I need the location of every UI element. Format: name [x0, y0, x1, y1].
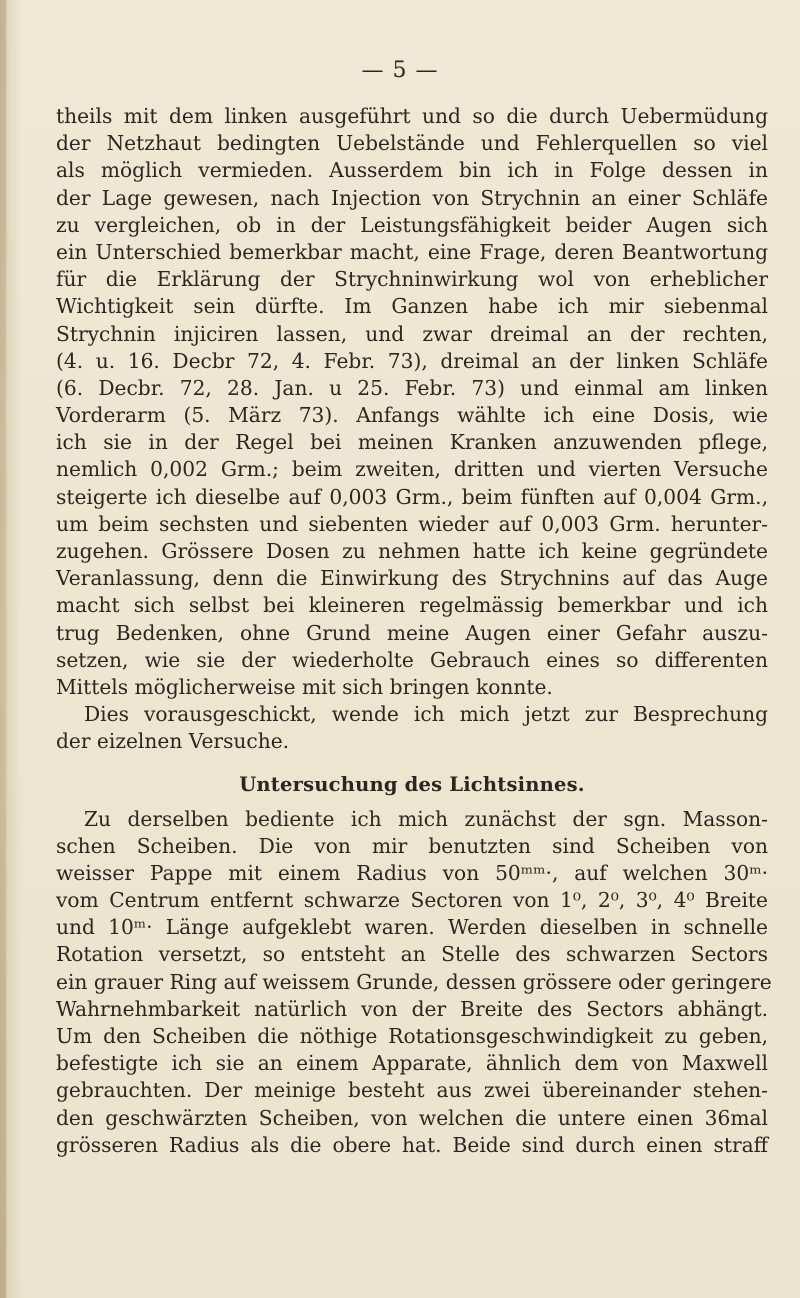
text-line: vom Centrum entfernt schwarze Sectoren von 1⁰, 2⁰, 3⁰, 4⁰ Breite	[56, 888, 768, 913]
text-line: befestigte ich sie an einem Apparate, ähnlich dem von Maxwell	[56, 1051, 768, 1076]
text-line: zugehen. Grössere Dosen zu nehmen hatte ich keine gegründete	[56, 539, 768, 563]
text-line: und 10ᵐ· Länge aufgeklebt waren. Werden dieselben in schnelle	[56, 915, 768, 940]
text-line: Mittels möglicherweise mit sich bringen konnte.	[56, 674, 553, 699]
text-line: Dies vorausgeschickt, wende ich mich jetzt zur Besprechung	[84, 702, 768, 727]
text-line: ein grauer Ring auf weissem Grunde, dessen grössere oder geringere	[56, 969, 772, 994]
text-line: macht sich selbst bei kleineren regelmässig bemerkbar und ich	[56, 593, 768, 618]
body-text	[56, 103, 772, 1159]
text-line: Vorderarm (5. März 73). Anfangs wählte ich eine Dosis, wie	[56, 403, 768, 428]
paragraph	[56, 103, 768, 701]
page-binding-edge	[0, 0, 6, 1298]
text-line: schen Scheiben. Die von mir benutzten sind Scheiben von	[56, 833, 768, 858]
text-line: grösseren Radius als die obere hat. Beide sind durch einen straff	[56, 1132, 768, 1157]
text-line: den geschwärzten Scheiben, von welchen die untere einen 36mal	[56, 1105, 768, 1130]
text-line: um beim sechsten und siebenten wieder auf 0,003 Grm. herunter-	[56, 511, 768, 536]
text-line: der Lage gewesen, nach Injection von Strychnin an einer Schläfe	[56, 185, 768, 210]
text-line: trug Bedenken, ohne Grund meine Augen einer Gefahr auszu-	[56, 620, 768, 645]
text-line: Zu derselben bediente ich mich zunächst der sgn. Masson-	[84, 806, 768, 831]
text-line: Um den Scheiben die nöthige Rotationsgeschwindigkeit zu geben,	[56, 1024, 768, 1048]
text-line: weisser Pappe mit einem Radius von 50ᵐᵐ·, auf welchen 30ᵐ·	[56, 860, 768, 885]
text-line: theils mit dem linken ausgeführt und so die durch Uebermüdung	[56, 104, 768, 128]
text-line: Wahrnehmbarkeit natürlich von der Breite des Sectors abhängt.	[56, 996, 768, 1021]
text-line: ein Unterschied bemerkbar macht, eine Frage, deren Beantwortung	[56, 239, 768, 264]
text-line: der Netzhaut bedingten Uebelstände und Fehlerquellen so viel	[56, 131, 768, 156]
text-line: für die Erklärung der Strychninwirkung wol von erheblicher	[56, 267, 768, 292]
text-line: der eizelnen Versuche.	[56, 729, 290, 754]
text-line: steigerte ich dieselbe auf 0,003 Grm., beim fünften auf 0,004 Grm.,	[56, 484, 768, 509]
text-line: als möglich vermieden. Ausserdem bin ich in Folge dessen in	[56, 158, 768, 183]
text-line: setzen, wie sie der wiederholte Gebrauch eines so differenten	[56, 647, 768, 672]
text-line: Wichtigkeit sein dürfte. Im Ganzen habe ich mir siebenmal	[56, 294, 768, 319]
paragraph	[56, 701, 768, 755]
page-number: — 5 —	[361, 58, 439, 83]
text-line: Strychnin injiciren lassen, und zwar dreimal an der rechten,	[56, 321, 768, 346]
text-line: ich sie in der Regel bei meinen Kranken anzuwenden pflege,	[56, 430, 768, 455]
text-line: zu vergleichen, ob in der Leistungsfähigkeit beider Augen sich	[56, 212, 768, 237]
paragraph	[56, 806, 772, 1159]
text-line: gebrauchten. Der meinige besteht aus zwei übereinander stehen-	[56, 1078, 768, 1103]
text-line: (6. Decbr. 72, 28. Jan. u 25. Febr. 73) und einmal am linken	[56, 375, 768, 400]
text-line: Rotation versetzt, so entsteht an Stelle des schwarzen Sectors	[56, 942, 768, 967]
text-line: nemlich 0,002 Grm.; beim zweiten, dritten und vierten Versuche	[56, 457, 768, 482]
text-line: (4. u. 16. Decbr 72, 4. Febr. 73), dreimal an der linken Schläfe	[56, 348, 768, 373]
text-line: Veranlassung, denn die Einwirkung des Strychnins auf das Auge	[56, 566, 768, 591]
section-heading: Untersuchung des Lichtsinnes.	[239, 772, 585, 796]
